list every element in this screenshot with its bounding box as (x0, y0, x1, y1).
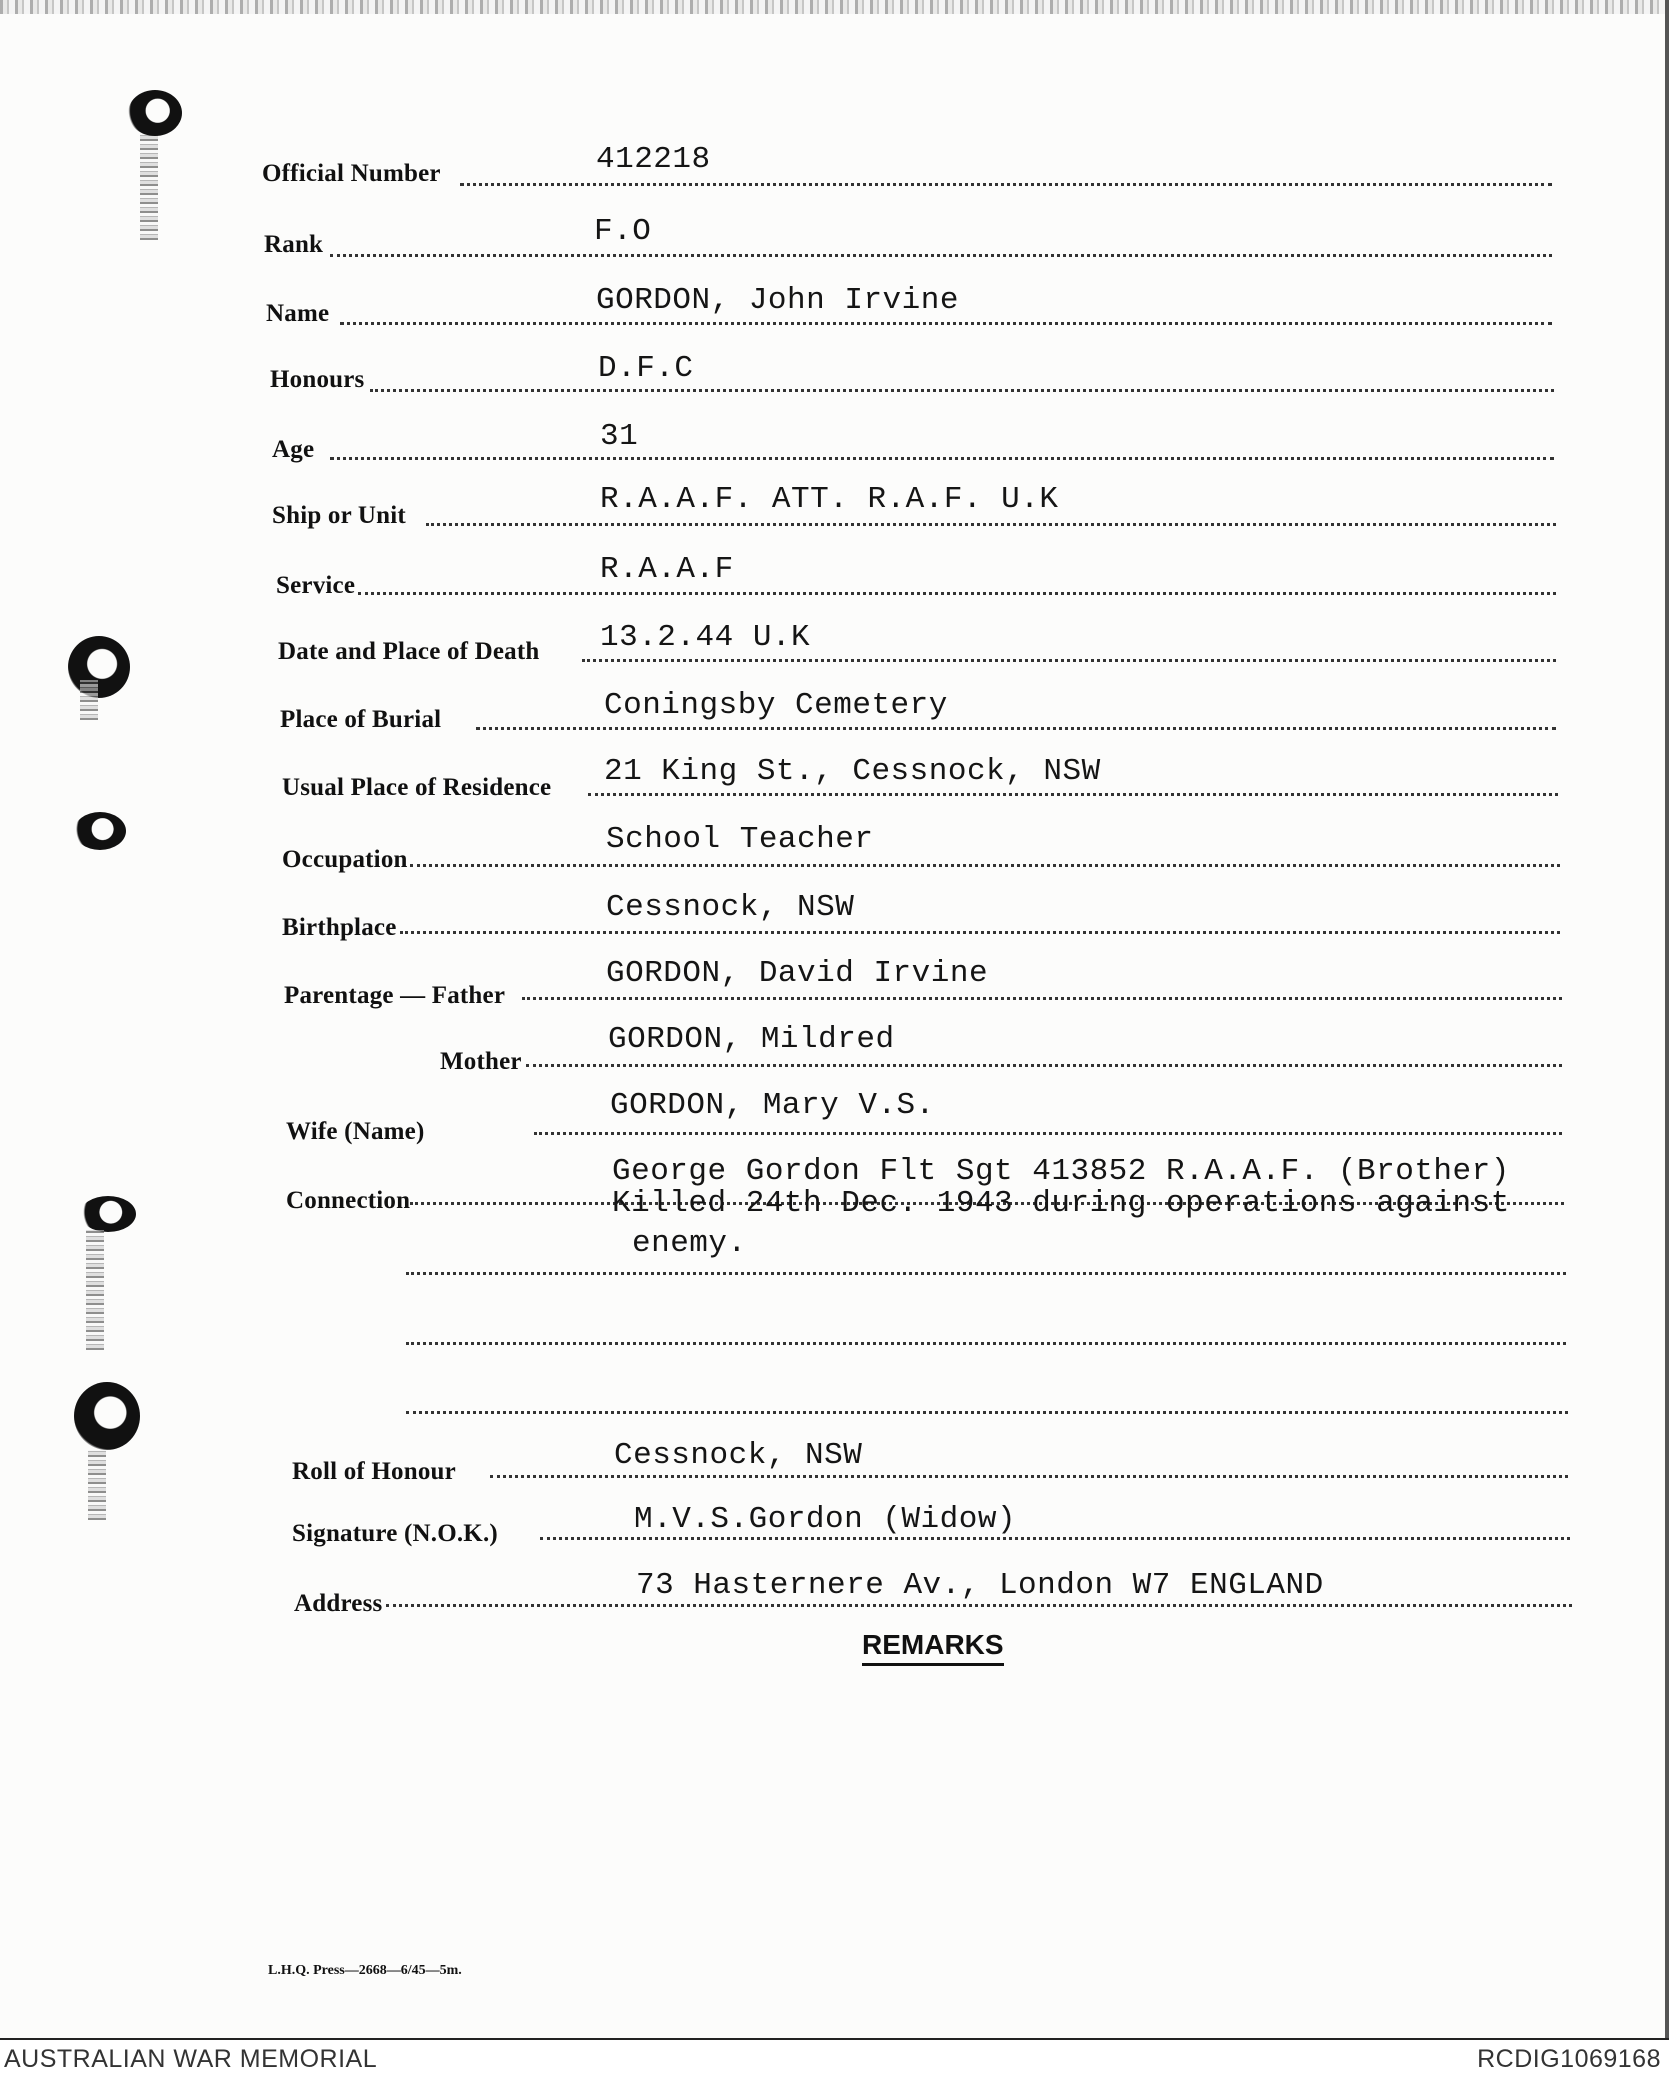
dotted-line (406, 1411, 1568, 1414)
official-number-value: 412218 (596, 142, 711, 177)
honours-value: D.F.C (598, 351, 694, 386)
signature-value: M.V.S.Gordon (Widow) (634, 1502, 1017, 1537)
death-value: 13.2.44 U.K (600, 620, 811, 655)
dotted-line (406, 1272, 1566, 1275)
dotted-line (370, 389, 1554, 392)
dotted-line (358, 592, 1556, 595)
mother-value: GORDON, Mildred (608, 1022, 895, 1057)
roll-of-honour-value: Cessnock, NSW (614, 1438, 863, 1473)
rank-label: Rank (264, 231, 324, 258)
dotted-line (406, 1342, 1566, 1345)
punch-hole (74, 812, 126, 850)
age-label: Age (272, 436, 315, 463)
occupation-label: Occupation (282, 846, 408, 873)
ship-unit-label: Ship or Unit (272, 502, 406, 529)
wife-label: Wife (Name) (286, 1118, 425, 1145)
residence-value: 21 King St., Cessnock, NSW (604, 754, 1101, 789)
name-label: Name (266, 300, 330, 327)
dotted-line (522, 997, 1562, 1000)
punch-hole (80, 1196, 136, 1232)
burial-label: Place of Burial (280, 706, 442, 733)
ship-unit-value: R.A.A.F. ATT. R.A.F. U.K (600, 482, 1059, 517)
remarks-heading: REMARKS (862, 1629, 1004, 1666)
wife-value: GORDON, Mary V.S. (610, 1088, 935, 1123)
roll-of-honour-label: Roll of Honour (292, 1458, 456, 1485)
connection-line-3: enemy. (632, 1226, 747, 1261)
birthplace-label: Birthplace (282, 914, 397, 941)
mother-label: Mother (440, 1048, 522, 1075)
connection-label: Connection (286, 1187, 411, 1214)
dotted-line (476, 727, 1556, 730)
connection-line-2: Killed 24th Dec. 1943 during operations against (612, 1186, 1510, 1221)
scan-right-edge (1665, 0, 1669, 2040)
dotted-line (330, 457, 1554, 460)
address-value: 73 Hasternere Av., London W7 ENGLAND (636, 1568, 1324, 1603)
dotted-line (426, 523, 1556, 526)
honours-label: Honours (270, 366, 365, 393)
service-label: Service (276, 572, 356, 599)
punch-hole (74, 1382, 140, 1450)
binding-strip (80, 680, 98, 720)
dotted-line (330, 254, 1552, 257)
punch-hole (128, 90, 182, 136)
binding-strip (88, 1450, 106, 1520)
rank-value: F.O (594, 214, 652, 249)
dotted-line (540, 1537, 1570, 1540)
dotted-line (534, 1132, 1562, 1135)
punch-hole (68, 636, 130, 698)
binding-strip (86, 1230, 104, 1350)
father-label: Parentage — Father (284, 982, 506, 1009)
scan-edge-noise (0, 0, 1669, 14)
dotted-line (588, 793, 1558, 796)
binding-strip (140, 120, 158, 240)
printer-imprint: L.H.Q. Press—2668—6/45—5m. (268, 1963, 462, 1978)
name-value: GORDON, John Irvine (596, 283, 959, 318)
dotted-line (340, 322, 1552, 325)
occupation-value: School Teacher (606, 822, 874, 857)
dotted-line (460, 183, 1552, 186)
official-number-label: Official Number (262, 160, 441, 187)
death-label: Date and Place of Death (278, 638, 540, 665)
address-label: Address (294, 1590, 383, 1617)
burial-value: Coningsby Cemetery (604, 688, 948, 723)
signature-label: Signature (N.O.K.) (292, 1520, 498, 1547)
father-value: GORDON, David Irvine (606, 956, 989, 991)
dotted-line (386, 1604, 1572, 1607)
residence-label: Usual Place of Residence (282, 774, 552, 801)
dotted-line (490, 1475, 1568, 1478)
footer-institution: AUSTRALIAN WAR MEMORIAL (4, 2045, 378, 2073)
birthplace-value: Cessnock, NSW (606, 890, 855, 925)
footer-record-id: RCDIG1069168 (1477, 2045, 1661, 2073)
dotted-line (582, 659, 1556, 662)
service-value: R.A.A.F (600, 552, 734, 587)
connection-line-1: George Gordon Flt Sgt 413852 R.A.A.F. (Brother) (612, 1154, 1510, 1189)
dotted-line (410, 864, 1560, 867)
dotted-line (526, 1064, 1562, 1067)
dotted-line (400, 931, 1560, 934)
age-value: 31 (600, 419, 639, 454)
